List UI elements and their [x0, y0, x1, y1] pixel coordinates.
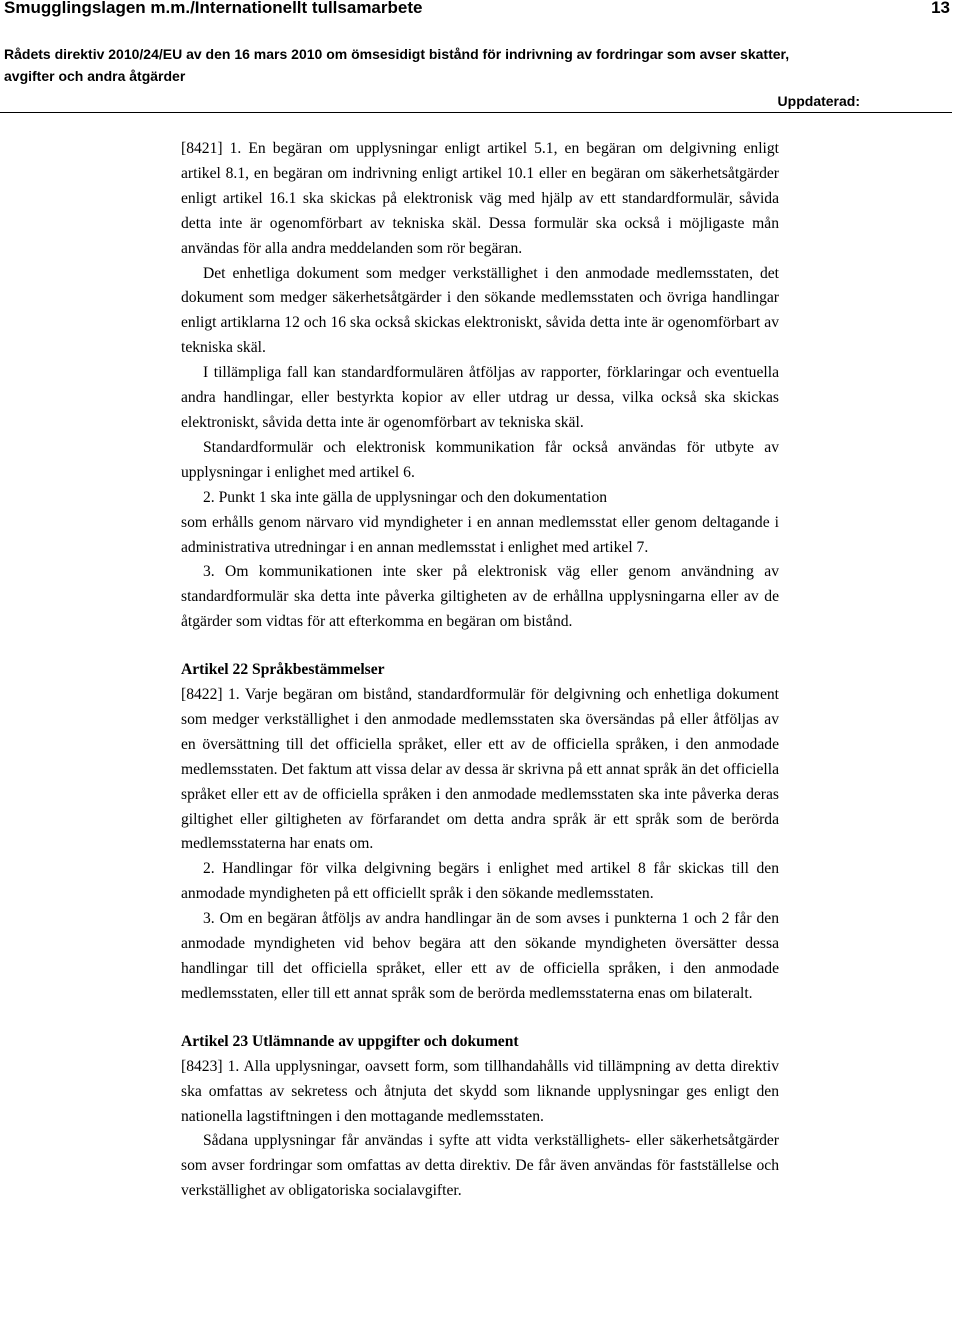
document-title: Smugglingslagen m.m./Internationellt tullsamarbete: [4, 0, 423, 17]
paragraph-8422-1: [8422] 1. Varje begäran om bistånd, standardformulär för delgivning och enhetliga dokument som medger verkställighet i den anmodade medlemsstaten ska översändas på eller åtföljas av en översättning till det officiella språket, eller ett av de officiella språken, i den anmodade medlemsstaten. Det faktum att vissa delar av dessa är skrivna på ett annat språk än det officiella språket eller ett av de officiella språken i den anmodade medlemsstaten ska inte påverka deras giltighet eller giltigheten av förfarandet om detta andra språk är ett språk som de berörda medlemsstaterna har enats om.: [181, 686, 779, 853]
paragraph-8422-3: 3. Om en begäran åtföljs av andra handlingar än de som avses i punkterna 1 och 2 får den anmodade myndigheten vid behov begära att den sökande myndigheten översätter dessa handlingar till det officiella språket, eller ett av de officiella språken, i den anmodade medlemsstaten, eller till ett annat språk som de berörda medlemsstaterna enas om bilateralt.: [181, 910, 779, 1002]
paragraph-8421-documents: Det enhetliga dokument som medger verkställighet i den anmodade medlemsstaten, det dokument som medger säkerhetsåtgärder i den sökande medlemsstaten och övriga handlingar enligt artiklarna 12 och 16 ska också skickas elektroniskt, såvida detta inte är ogenomförbart av tekniska skäl.: [181, 264, 779, 357]
paragraph-8421-1: [8421] 1. En begäran om upplysningar enligt artikel 5.1, en begäran om delgivning enligt artikel 8.1, en begäran om indrivning enligt artikel 10.1 eller en begäran om säkerhetsåtgärder enligt artikel 16.1 ska skickas på elektronisk väg med hjälp av ett standardformulär, såvida detta inte är ogenomförbart av tekniska skäl. Dessa formulär ska också i möjligaste mån användas för alla andra meddelanden som rör begäran.: [181, 140, 779, 257]
document-body: [181, 137, 779, 1204]
subtitle-line-1: Rådets direktiv 2010/24/EU av den 16 mars 2010 om ömsesidigt bistånd för indrivning av fordringar som avser skatter,: [4, 46, 790, 62]
running-head: [4, 0, 950, 20]
paragraph-8421-2-first-line: 2. Punkt 1 ska inte gälla de upplysningar och den dokumentation: [203, 488, 608, 506]
paragraph-8423-1: [8423] 1. Alla upplysningar, oavsett form, som tillhandahålls vid tillämpning av detta direktiv ska omfattas av sekretess och åtnjuta det skydd som liknande upplysningar ges enligt den nationella lagstiftningen i den mottagande medlemsstaten.: [181, 1057, 779, 1125]
page-number: 13: [931, 0, 950, 17]
paragraph-8421-2-rest: som erhålls genom närvaro vid myndigheter i en annan medlemsstat eller genom deltagande i administrativa utredningar i en annan medlemsstat i enlighet med artikel 7.: [181, 513, 779, 556]
updated-label: Uppdaterad:: [777, 93, 860, 109]
paragraph-8423-2: Sådana upplysningar får användas i syfte att vidta verkställighets- eller säkerhetsåtgärder som avser fordringar som omfattas av detta direktiv. De får även användas för fastställelse och verkställighet av obligatoriska socialavgifter.: [181, 1132, 779, 1200]
paragraph-8421-3: 3. Om kommunikationen inte sker på elektronisk väg eller genom användning av standardformulär ska detta inte påverka giltigheten av de erhållna upplysningarna eller av de åtgärder som vidtas för att efterkomma en begäran om bistånd.: [181, 563, 779, 631]
paragraph-8421-exchange: Standardformulär och elektronisk kommunikation får också användas för utbyte av upplysningar i enlighet med artikel 6.: [181, 438, 779, 481]
article-23-heading: Artikel 23 Utlämnande av uppgifter och dokument: [181, 1032, 519, 1050]
header-divider: [0, 112, 952, 113]
subtitle-line-2: avgifter och andra åtgärder: [4, 68, 186, 84]
article-22-heading: Artikel 22 Språkbestämmelser: [181, 661, 385, 679]
paragraph-8421-attachments: I tillämpliga fall kan standardformulären åtföljas av rapporter, förklaringar och eventuella andra handlingar, eller bestyrkta kopior av eller utdrag ur dessa, vilka också ska skickas elektroniskt, såvida detta inte är ogenomförbart av tekniska skäl.: [181, 364, 779, 431]
directive-subtitle: [4, 43, 950, 87]
paragraph-8422-2: 2. Handlingar för vilka delgivning begärs i enlighet med artikel 8 får skickas till den anmodade myndigheten på ett officiellt språk i den sökande medlemsstaten.: [181, 860, 779, 903]
